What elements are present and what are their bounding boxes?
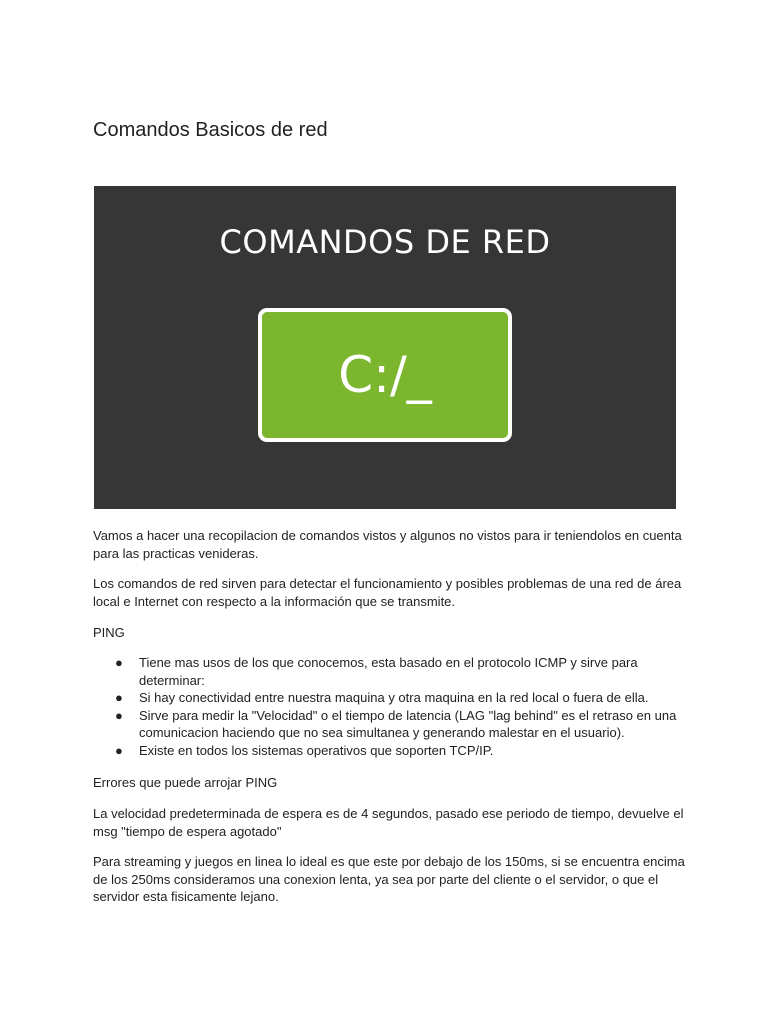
timeout-paragraph: La velocidad predeterminada de espera es de 4 segundos, pasado ese periodo de tiempo, devuelve el msg "tiempo de espera agotado" [93, 806, 684, 839]
list-item [93, 742, 693, 760]
bullet-icon: ● [115, 707, 123, 723]
list-item [93, 707, 693, 742]
document-title: Comandos Basicos de red [93, 119, 328, 141]
command-prompt-text: C:/_ [338, 346, 432, 404]
bullet-icon: ● [115, 655, 123, 670]
ping-bullet-list [93, 654, 693, 759]
list-item-text: Sirve para medir la "Velocidad" o el tiempo de latencia (LAG "lag behind" es el retraso en una comunicacion haciendo que no sea simultanea y generando malestar en el usuario). [139, 707, 677, 740]
banner-image [94, 186, 676, 509]
bullet-icon: ● [115, 742, 123, 758]
intro-paragraph: Vamos a hacer una recopilacion de comandos vistos y algunos no vistos para ir teniendolos en cuenta para las practicas venideras. [93, 528, 682, 561]
description-paragraph: Los comandos de red sirven para detectar el funcionamiento y posibles problemas de una red de área local e Internet con respecto a la información que se transmite. [93, 576, 682, 609]
list-item [93, 689, 693, 707]
banner-heading: COMANDOS DE RED [219, 223, 551, 261]
command-prompt-box [258, 308, 512, 442]
latency-paragraph: Para streaming y juegos en linea lo ideal es que este por debajo de los 150ms, si se encuentra encima de los 250ms consideramos una conexion lenta, ya sea por parte del cliente o el servidor, o que el servidor esta fisicamente lejano. [93, 854, 685, 904]
list-item-text: Existe en todos los sistemas operativos que soporten TCP/IP. [139, 742, 494, 758]
list-item [93, 654, 693, 689]
ping-heading: PING [93, 625, 125, 640]
list-item-text: Tiene mas usos de los que conocemos, esta basado en el protocolo ICMP y sirve para determinar: [139, 655, 638, 688]
errors-heading: Errores que puede arrojar PING [93, 775, 278, 790]
bullet-icon: ● [115, 690, 123, 705]
list-item-text: Si hay conectividad entre nuestra maquina y otra maquina en la red local o fuera de ella. [139, 690, 649, 705]
